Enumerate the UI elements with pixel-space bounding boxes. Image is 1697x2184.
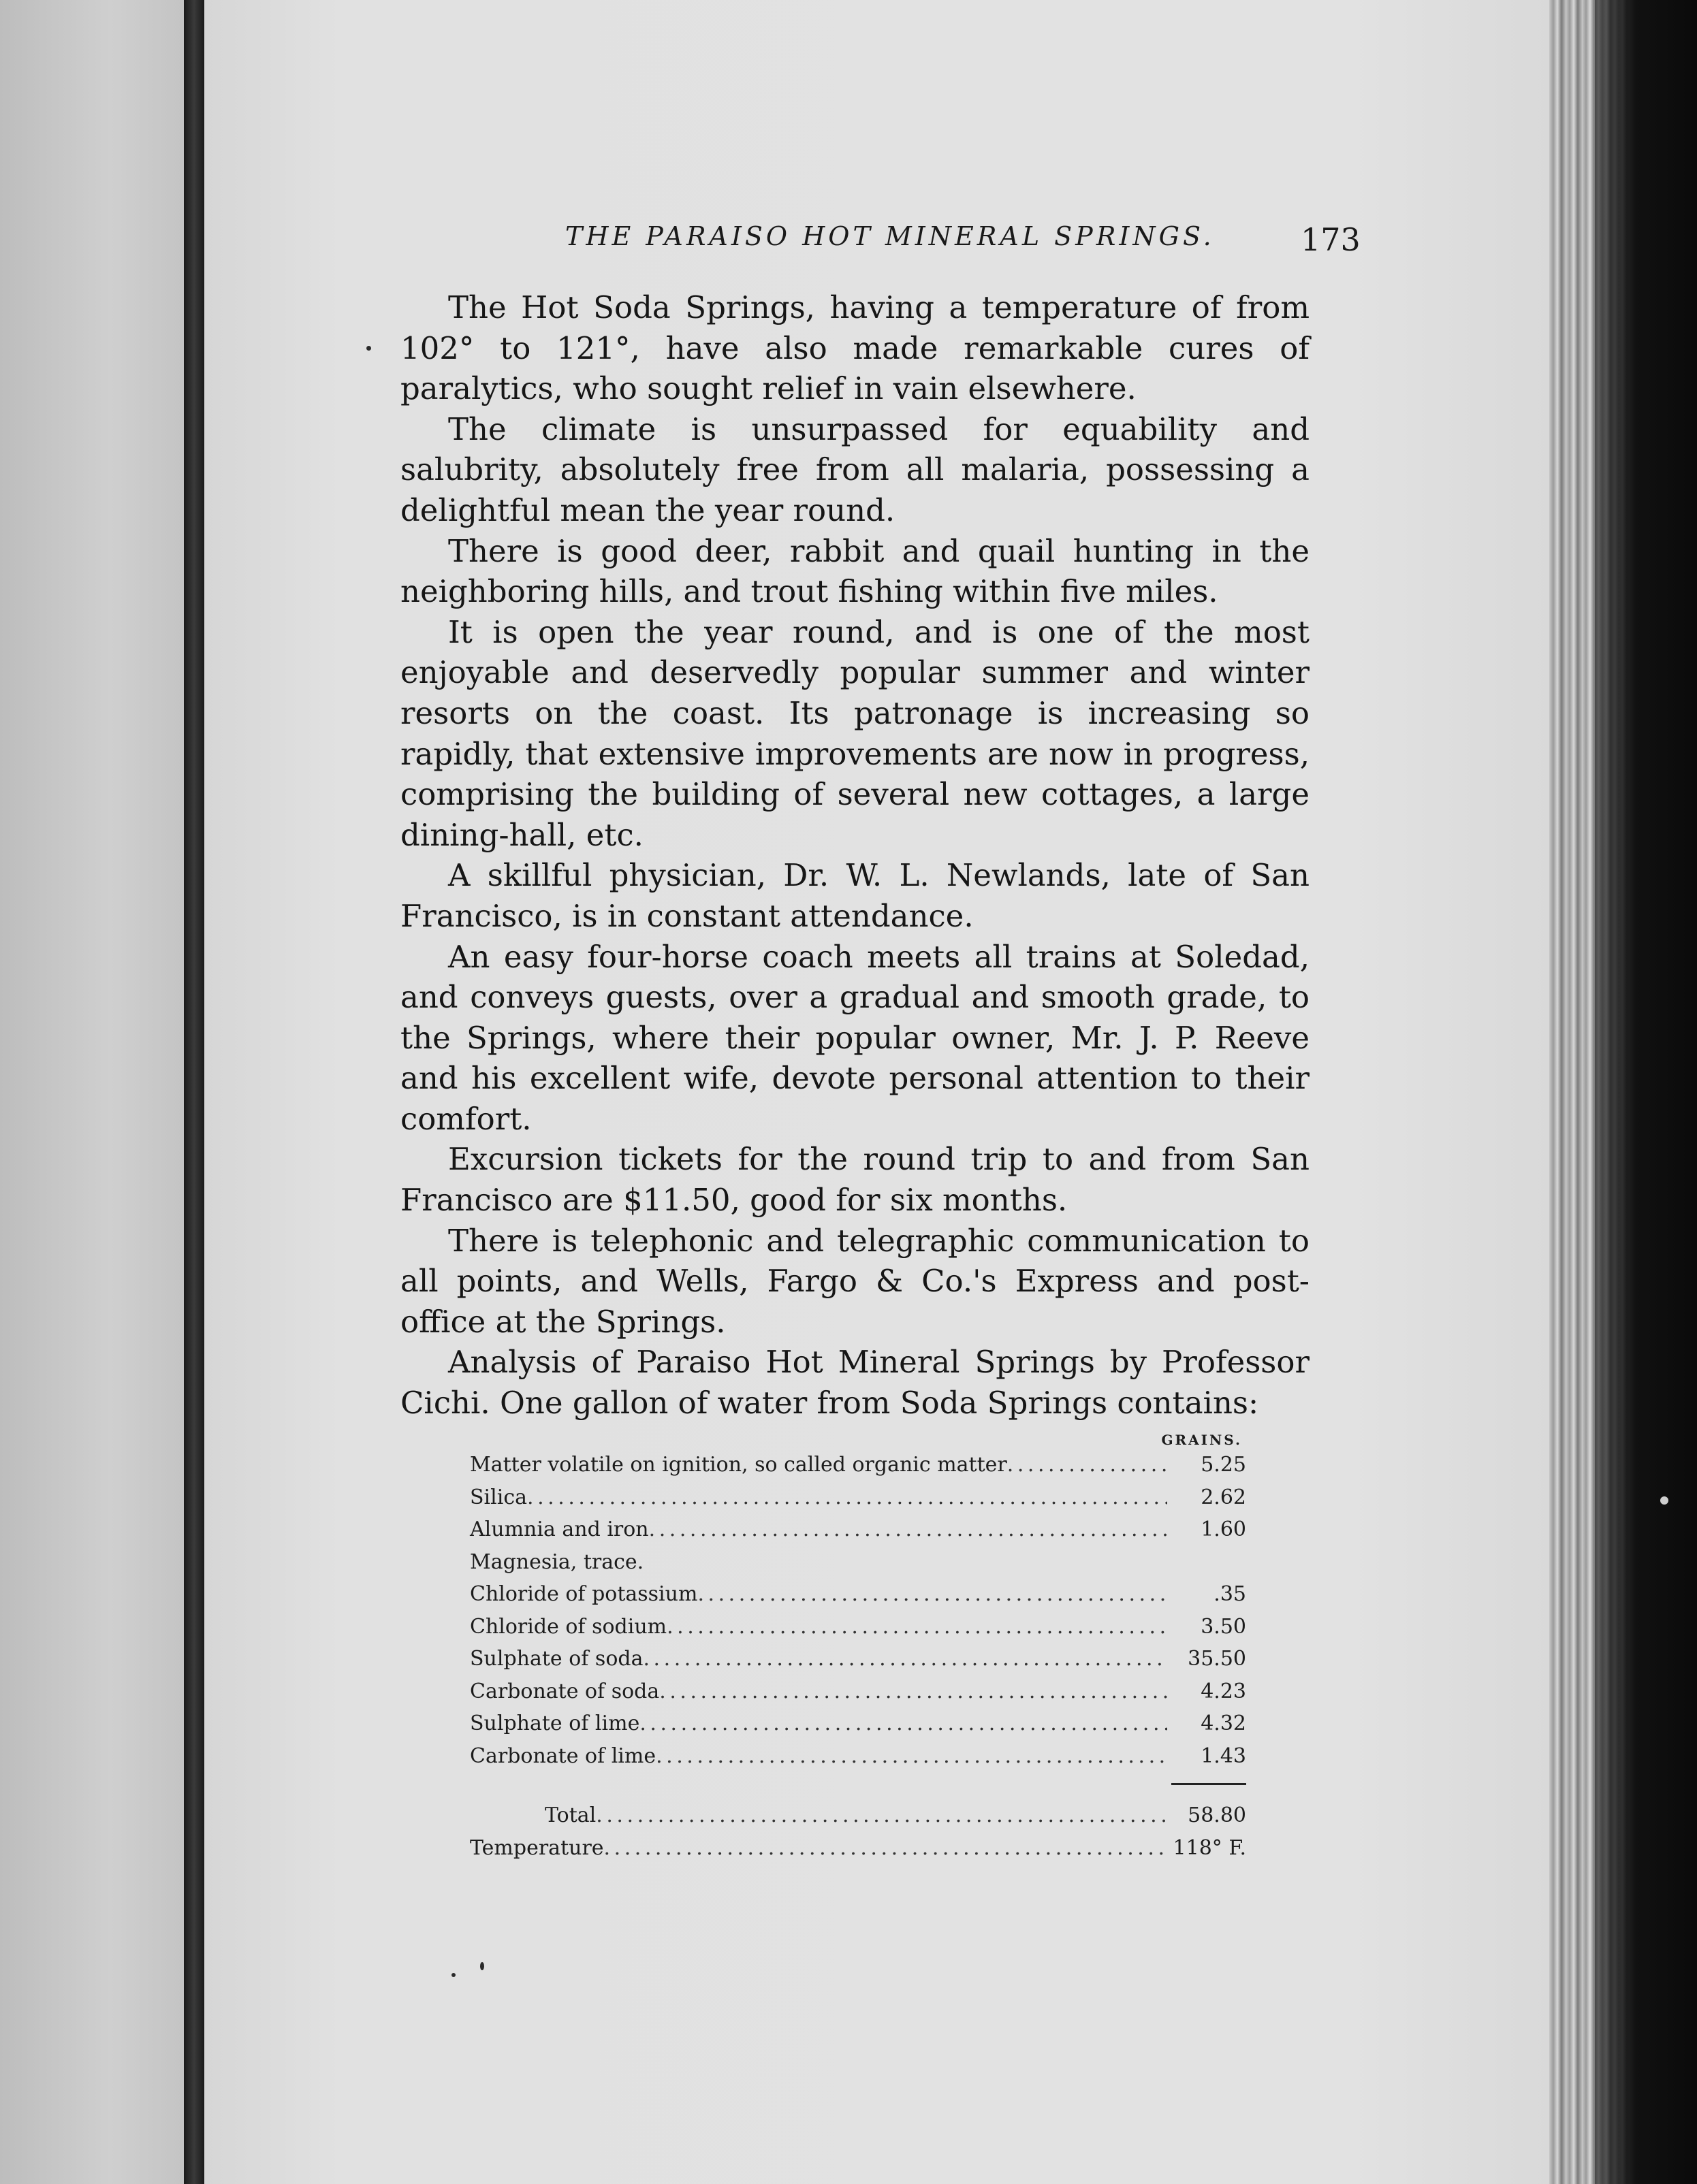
table-row — [470, 1578, 1246, 1611]
paragraph: Analysis of Paraiso Hot Mineral Springs by Professor Cichi. One gallon of water from Soda Springs contains: — [400, 1344, 1310, 1422]
paragraph: It is open the year round, and is one of the most enjoyable and deservedly popular summer and winter resorts on the coast. Its patronage is increasing so rapidly, that extensive improvements are now in progress, comprising the building of several new cottages, a large dining-hall, etc. — [400, 613, 1310, 853]
dot-leader — [643, 1643, 1167, 1675]
temperature-label: Temperature — [470, 1835, 604, 1860]
dot-leader — [527, 1481, 1167, 1514]
row-label: Chloride of sodium — [470, 1614, 667, 1639]
dot-leader — [1007, 1449, 1167, 1481]
row-value: 4.32 — [1201, 1712, 1246, 1735]
paragraph: A skillful physician, Dr. W. L. Newlands, late of San Francisco, is in constant attendance. — [400, 857, 1310, 934]
total-value: 58.80 — [1188, 1803, 1246, 1827]
ink-speck — [451, 1973, 456, 1977]
paragraph: The Hot Soda Springs, having a temperature of from 102° to 121°, have also made remarkable cures of paralytics, who sought relief in vain elsewhere. — [400, 289, 1310, 407]
temperature-value: 118° F. — [1173, 1835, 1246, 1860]
table-row — [470, 1546, 1246, 1579]
row-value: 1.43 — [1201, 1744, 1246, 1768]
table-row — [470, 1449, 1246, 1481]
ink-speck — [366, 346, 371, 351]
table-row — [470, 1740, 1246, 1773]
row-label: Chloride of potassium — [470, 1582, 698, 1606]
row-label: Sulphate of lime — [470, 1712, 640, 1735]
paragraph: There is telephonic and telegraphic communication to all points, and Wells, Fargo & Co.'s Express and post-office at the Springs. — [400, 1222, 1310, 1340]
dot-leader — [596, 1799, 1167, 1832]
row-value: 3.50 — [1201, 1614, 1246, 1639]
row-value: 5.25 — [1201, 1453, 1246, 1477]
facing-page-margin — [0, 0, 184, 2184]
paragraph: There is good deer, rabbit and quail hunting in the neighboring hills, and trout fishing within five miles. — [400, 532, 1310, 610]
dot-leader — [656, 1740, 1167, 1773]
sum-rule — [470, 1772, 1246, 1799]
row-label: Magnesia, trace. — [470, 1549, 644, 1574]
page-number: 173 — [1301, 221, 1361, 258]
table-row — [470, 1481, 1246, 1514]
ink-speck — [480, 1962, 484, 1970]
row-value: 4.23 — [1201, 1679, 1246, 1703]
dot-leader — [639, 1707, 1167, 1740]
total-row — [470, 1799, 1246, 1832]
row-value: .35 — [1214, 1582, 1246, 1606]
dot-leader — [659, 1675, 1167, 1708]
row-label: Matter volatile on ignition, so called organic matter — [470, 1453, 1007, 1477]
total-label: Total — [545, 1803, 597, 1827]
table-row — [470, 1675, 1246, 1708]
row-value: 35.50 — [1188, 1647, 1246, 1671]
paragraph: The climate is unsurpassed for equability and salubrity, absolutely free from all malaria, possessing a delightful mean the year round. — [400, 411, 1310, 528]
paragraph: An easy four-horse coach meets all trains at Soledad, and conveys guests, over a gradual and smooth grade, to the Springs, where their popular owner, Mr. J. P. Reeve and his excellent wife, devote personal attention to their comfort. — [400, 938, 1310, 1137]
body-text — [400, 287, 1310, 1424]
page-edges — [1549, 0, 1697, 2184]
dot-leader — [604, 1832, 1167, 1865]
ink-speck — [1660, 1496, 1668, 1505]
table-row — [470, 1707, 1246, 1740]
row-value: 1.60 — [1201, 1517, 1246, 1541]
dot-leader — [697, 1578, 1167, 1611]
paragraph: Excursion tickets for the round trip to and from San Francisco are $11.50, good for six months. — [400, 1141, 1310, 1219]
sum-rule-line — [1171, 1783, 1246, 1785]
row-label: Carbonate of lime — [470, 1744, 656, 1768]
table-row — [470, 1513, 1246, 1546]
temperature-row — [470, 1832, 1246, 1865]
table-row — [470, 1611, 1246, 1643]
column-header: GRAINS. — [1161, 1432, 1242, 1448]
analysis-table — [470, 1431, 1246, 1864]
table-row — [470, 1643, 1246, 1675]
running-head: THE PARAISO HOT MINERAL SPRINGS. — [565, 221, 1215, 251]
row-label: Carbonate of soda — [470, 1679, 660, 1703]
row-label: Silica — [470, 1485, 528, 1509]
book-gutter — [184, 0, 204, 2184]
row-label: Alumnia and iron — [470, 1517, 649, 1541]
row-label: Sulphate of soda — [470, 1647, 644, 1671]
dot-leader — [667, 1611, 1167, 1643]
dot-leader — [649, 1513, 1167, 1546]
row-value: 2.62 — [1201, 1485, 1246, 1509]
